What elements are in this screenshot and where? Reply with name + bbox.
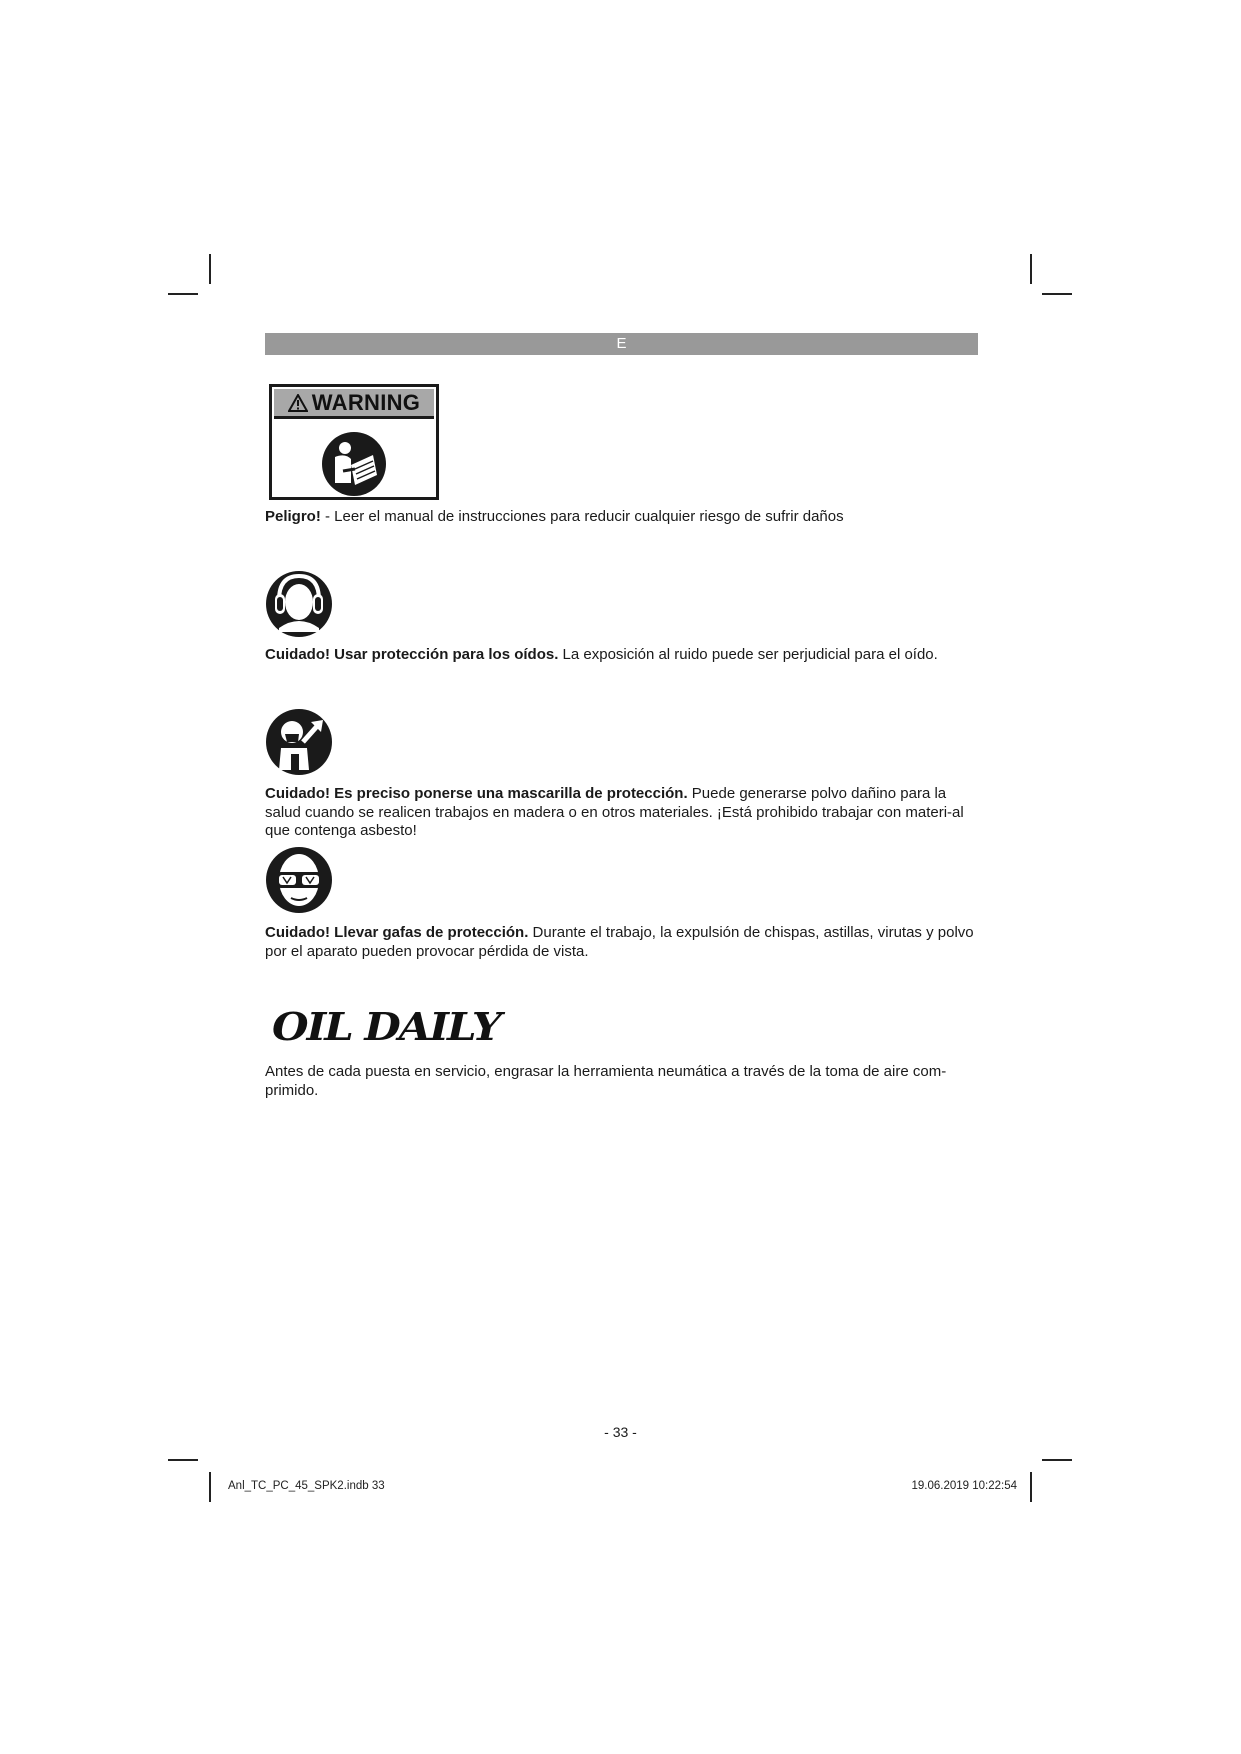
notice-text: Durante el trabajo, la expulsión de chispas, astillas, virutas y polvo por el aparato pueden provocar pérdida de vista. — [265, 924, 974, 960]
crop-mark-bottom-left-h — [168, 1459, 198, 1461]
notice-lead: Cuidado! Usar protección para los oídos. — [265, 646, 559, 663]
crop-mark-top-left-h — [168, 293, 198, 295]
dust-mask-icon — [265, 708, 333, 776]
notice-ear-protection — [265, 646, 985, 665]
language-code: E — [616, 335, 627, 352]
oil-daily-instruction: Antes de cada puesta en servicio, engrasar la herramienta neumática a través de la toma de aire com-primido. — [265, 1063, 947, 1099]
warning-label-header — [274, 389, 434, 419]
crop-mark-top-left-v — [209, 254, 211, 284]
print-timestamp: 19.06.2019 10:22:54 — [911, 1480, 1017, 1492]
notice-text: - Leer el manual de instrucciones para reducir cualquier riesgo de sufrir daños — [320, 508, 844, 525]
warning-triangle-icon — [288, 394, 308, 412]
page-number: - 33 - — [604, 1424, 637, 1440]
notice-text: La exposición al ruido puede ser perjudicial para el oído. — [558, 646, 938, 663]
notice-lead: Cuidado! Es preciso ponerse una mascarilla de protección. — [265, 785, 688, 802]
safety-goggles-icon — [265, 846, 333, 914]
crop-mark-bottom-right-v — [1030, 1472, 1032, 1502]
file-slug: Anl_TC_PC_45_SPK2.indb 33 — [228, 1480, 385, 1492]
crop-mark-bottom-left-v — [209, 1472, 211, 1502]
crop-mark-bottom-right-h — [1042, 1459, 1072, 1461]
notice-safety-goggles — [265, 924, 985, 961]
language-header-bar — [265, 333, 978, 355]
crop-mark-top-right-v — [1030, 254, 1032, 284]
notice-read-manual — [265, 508, 985, 527]
notice-lead: Peligro! — [265, 508, 321, 525]
notice-lead: Cuidado! Llevar gafas de protección. — [265, 924, 529, 941]
ear-protection-icon — [265, 570, 333, 638]
crop-mark-top-right-h — [1042, 293, 1072, 295]
notice-dust-mask — [265, 785, 985, 841]
notice-text: Puede generarse polvo dañino para la salud cuando se realicen trabajos en madera o en otros materiales. ¡Está prohibido trabajar con materi-al que contenga asbesto! — [265, 785, 964, 839]
oil-daily-logo: OIL DAILY — [272, 1004, 500, 1050]
warning-label-title: WARNING — [311, 389, 421, 415]
read-manual-icon — [321, 431, 387, 497]
warning-label — [269, 384, 439, 500]
